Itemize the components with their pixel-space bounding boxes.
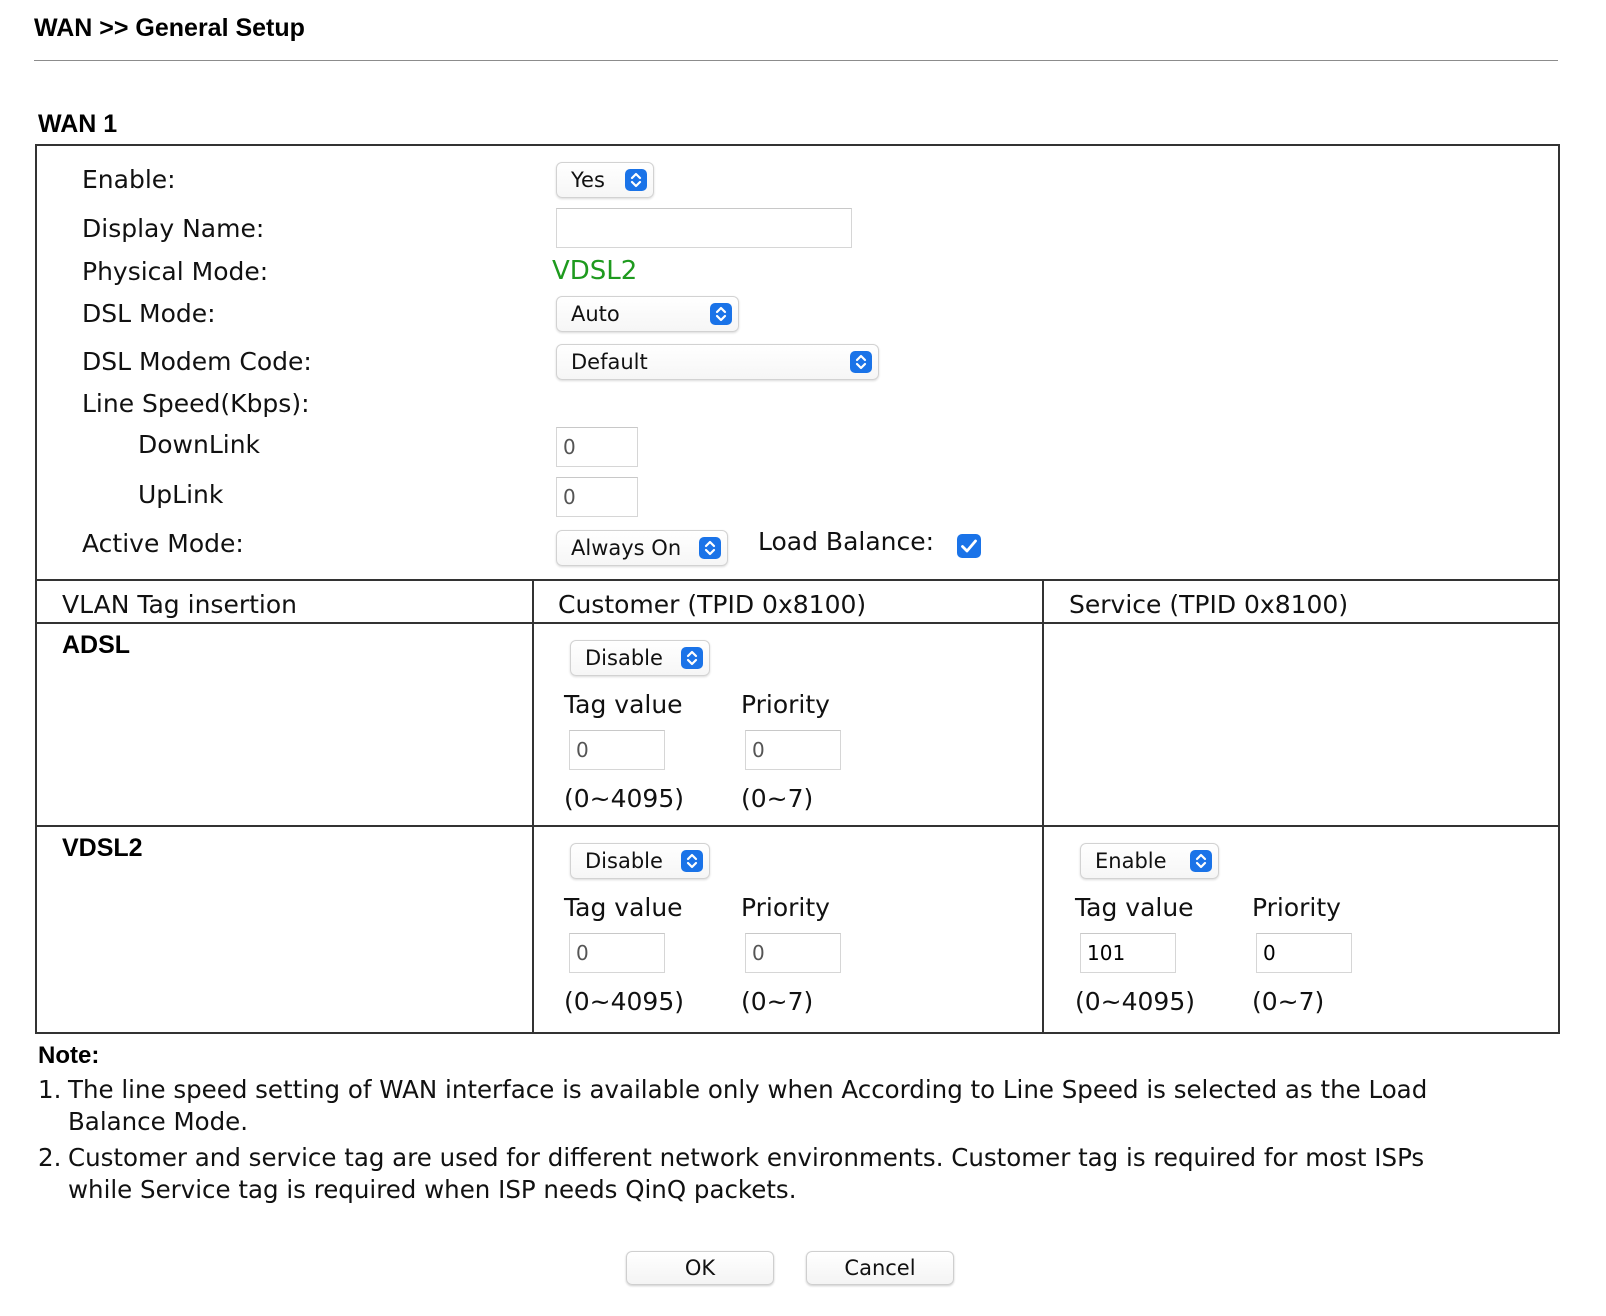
vlan-header-bottom-border [35,622,1560,624]
cancel-button[interactable]: Cancel [806,1251,954,1285]
vdsl2-row-label: VDSL2 [62,834,143,862]
physical-mode-label: Physical Mode: [82,257,269,286]
downlink-input[interactable]: 0 [556,427,638,467]
dsl-mode-select-value: Auto [571,302,620,326]
vlan-row-divider [35,825,1560,827]
physical-mode-value: VDSL2 [552,256,638,286]
display-name-label: Display Name: [82,214,265,243]
vlan-header-top-border [35,579,1560,581]
vdsl2-service-tag-value-label: Tag value [1075,893,1194,922]
adsl-tag-value-input[interactable]: 0 [569,730,665,770]
load-balance-checkbox[interactable] [957,534,981,558]
active-mode-select[interactable] [556,530,728,566]
chevron-updown-icon [699,537,721,559]
vdsl2-service-priority-input[interactable]: 0 [1256,933,1352,973]
vdsl2-customer-tag-range: (0~4095) [564,987,684,1016]
vdsl2-customer-priority-range: (0~7) [741,987,814,1016]
chevron-updown-icon [850,351,872,373]
adsl-tag-value-label: Tag value [564,690,683,719]
vdsl2-service-priority-range: (0~7) [1252,987,1325,1016]
enable-select[interactable] [556,162,654,198]
vdsl2-customer-tag-value-label: Tag value [564,893,683,922]
ok-button[interactable]: OK [626,1251,774,1285]
service-tpid-header: Service (TPID 0x8100) [1069,590,1349,619]
line-speed-label: Line Speed(Kbps): [82,389,310,418]
downlink-label: DownLink [138,430,261,459]
vlan-col-divider-1 [532,579,534,1034]
vdsl2-service-tag-range: (0~4095) [1075,987,1195,1016]
note-item-number: 2. [38,1143,62,1172]
uplink-label: UpLink [138,480,224,509]
load-balance-label: Load Balance: [758,527,935,556]
adsl-priority-label: Priority [741,690,830,719]
vdsl2-customer-priority-input[interactable]: 0 [745,933,841,973]
section-title: WAN 1 [38,110,118,138]
adsl-customer-mode-select[interactable] [570,640,710,676]
adsl-customer-mode-value: Disable [585,646,663,670]
title-divider [34,60,1558,61]
chevron-updown-icon [710,303,732,325]
adsl-tag-range: (0~4095) [564,784,684,813]
display-name-input[interactable] [556,208,852,248]
vdsl2-customer-mode-select[interactable] [570,843,710,879]
chevron-updown-icon [1190,850,1212,872]
customer-tpid-header: Customer (TPID 0x8100) [558,590,867,619]
note-item-text: Balance Mode. [68,1107,249,1136]
note-item-text: while Service tag is required when ISP needs QinQ packets. [68,1175,797,1204]
vlan-tag-insertion-header: VLAN Tag insertion [62,590,297,619]
enable-label: Enable: [82,165,176,194]
modem-code-select-value: Default [571,350,648,374]
dsl-mode-select[interactable] [556,296,739,332]
vdsl2-service-tag-value-input[interactable]: 101 [1080,933,1176,973]
note-title: Note: [38,1042,100,1069]
vdsl2-service-priority-label: Priority [1252,893,1341,922]
vdsl2-service-mode-select[interactable] [1080,843,1219,879]
chevron-updown-icon [681,850,703,872]
enable-select-value: Yes [571,168,605,192]
chevron-updown-icon [681,647,703,669]
page-title: WAN >> General Setup [34,14,305,42]
vdsl2-customer-priority-label: Priority [741,893,830,922]
chevron-updown-icon [625,169,647,191]
active-mode-label: Active Mode: [82,529,244,558]
adsl-priority-input[interactable]: 0 [745,730,841,770]
modem-code-label: DSL Modem Code: [82,347,312,376]
note-item-number: 1. [38,1075,62,1104]
adsl-row-label: ADSL [62,631,131,659]
vdsl2-service-mode-value: Enable [1095,849,1167,873]
dsl-mode-label: DSL Mode: [82,299,216,328]
checkmark-icon [957,534,981,558]
note-item-text: The line speed setting of WAN interface is available only when According to Line Speed is selected as the Load [68,1075,1428,1104]
vlan-col-divider-2 [1042,579,1044,1034]
adsl-priority-range: (0~7) [741,784,814,813]
vdsl2-customer-mode-value: Disable [585,849,663,873]
modem-code-select[interactable] [556,344,879,380]
note-item-text: Customer and service tag are used for different network environments. Customer tag is required for most ISPs [68,1143,1425,1172]
vdsl2-customer-tag-value-input[interactable]: 0 [569,933,665,973]
active-mode-select-value: Always On [571,536,682,560]
uplink-input[interactable]: 0 [556,477,638,517]
